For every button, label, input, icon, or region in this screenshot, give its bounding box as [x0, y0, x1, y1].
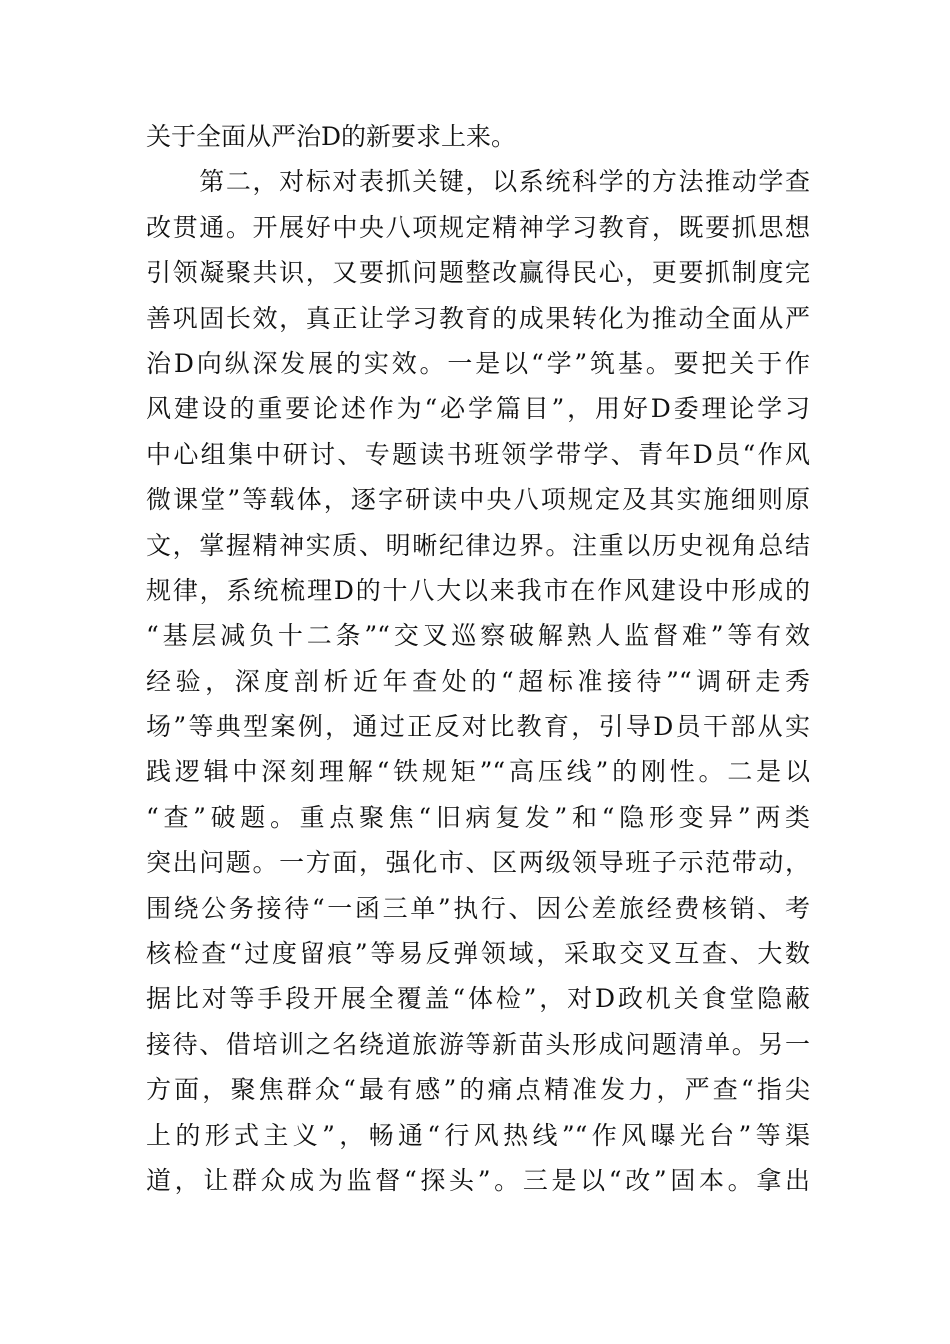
text-line: 上的形式主义”，畅通“行风热线”“作风曝光台”等渠 — [146, 1120, 810, 1150]
paragraph-start-line: 第二，对标对表抓关键，以系统科学的方法推动学查 — [146, 167, 810, 197]
text-line: 微课堂”等载体，逐字研读中央八项规定及其实施细则原 — [146, 485, 810, 515]
text-line: 场”等典型案例，通过正反对比教育，引导D员干部从实 — [146, 712, 810, 742]
text-line: 引领凝聚共识，又要抓问题整改赢得民心，更要抓制度完 — [146, 258, 810, 288]
text-line: 接待、借培训之名绕道旅游等新苗头形成问题清单。另一 — [146, 1029, 810, 1059]
text-line: 突出问题。一方面，强化市、区两级领导班子示范带动， — [146, 848, 810, 878]
text-line: 经验，深度剖析近年查处的“超标准接待”“调研走秀 — [146, 666, 810, 696]
text-line: 关于全面从严治D的新要求上来。 — [146, 122, 517, 151]
text-line: 核检查“过度留痕”等易反弹领域，采取交叉互查、大数 — [146, 939, 810, 969]
text-line: 围绕公务接待“一函三单”执行、因公差旅经费核销、考 — [146, 893, 810, 923]
text-line: 规律，系统梳理D的十八大以来我市在作风建设中形成的 — [146, 575, 810, 605]
text-line: 改贯通。开展好中央八项规定精神学习教育，既要抓思想 — [146, 212, 810, 242]
text-line: 文，掌握精神实质、明晰纪律边界。注重以历史视角总结 — [146, 530, 810, 560]
text-line: 治D向纵深发展的实效。一是以“学”筑基。要把关于作 — [146, 348, 810, 378]
text-line: 风建设的重要论述作为“必学篇目”，用好D委理论学习 — [146, 394, 810, 424]
text-line: 善巩固长效，真正让学习教育的成果转化为推动全面从严 — [146, 303, 810, 333]
body-text — [146, 114, 810, 1203]
text-line: 据比对等手段开展全覆盖“体检”，对D政机关食堂隐蔽 — [146, 984, 810, 1014]
text-line: “基层减负十二条”“交叉巡察破解熟人监督难”等有效 — [146, 621, 810, 651]
text-line: 道，让群众成为监督“探头”。三是以“改”固本。拿出 — [146, 1165, 810, 1195]
text-line: 践逻辑中深刻理解“铁规矩”“高压线”的刚性。二是以 — [146, 757, 810, 787]
text-line: 中心组集中研讨、专题读书班领学带学、青年D员“作风 — [146, 439, 810, 469]
text-line: 方面，聚焦群众“最有感”的痛点精准发力，严查“指尖 — [146, 1075, 810, 1105]
text-line: “查”破题。重点聚焦“旧病复发”和“隐形变异”两类 — [146, 802, 810, 832]
